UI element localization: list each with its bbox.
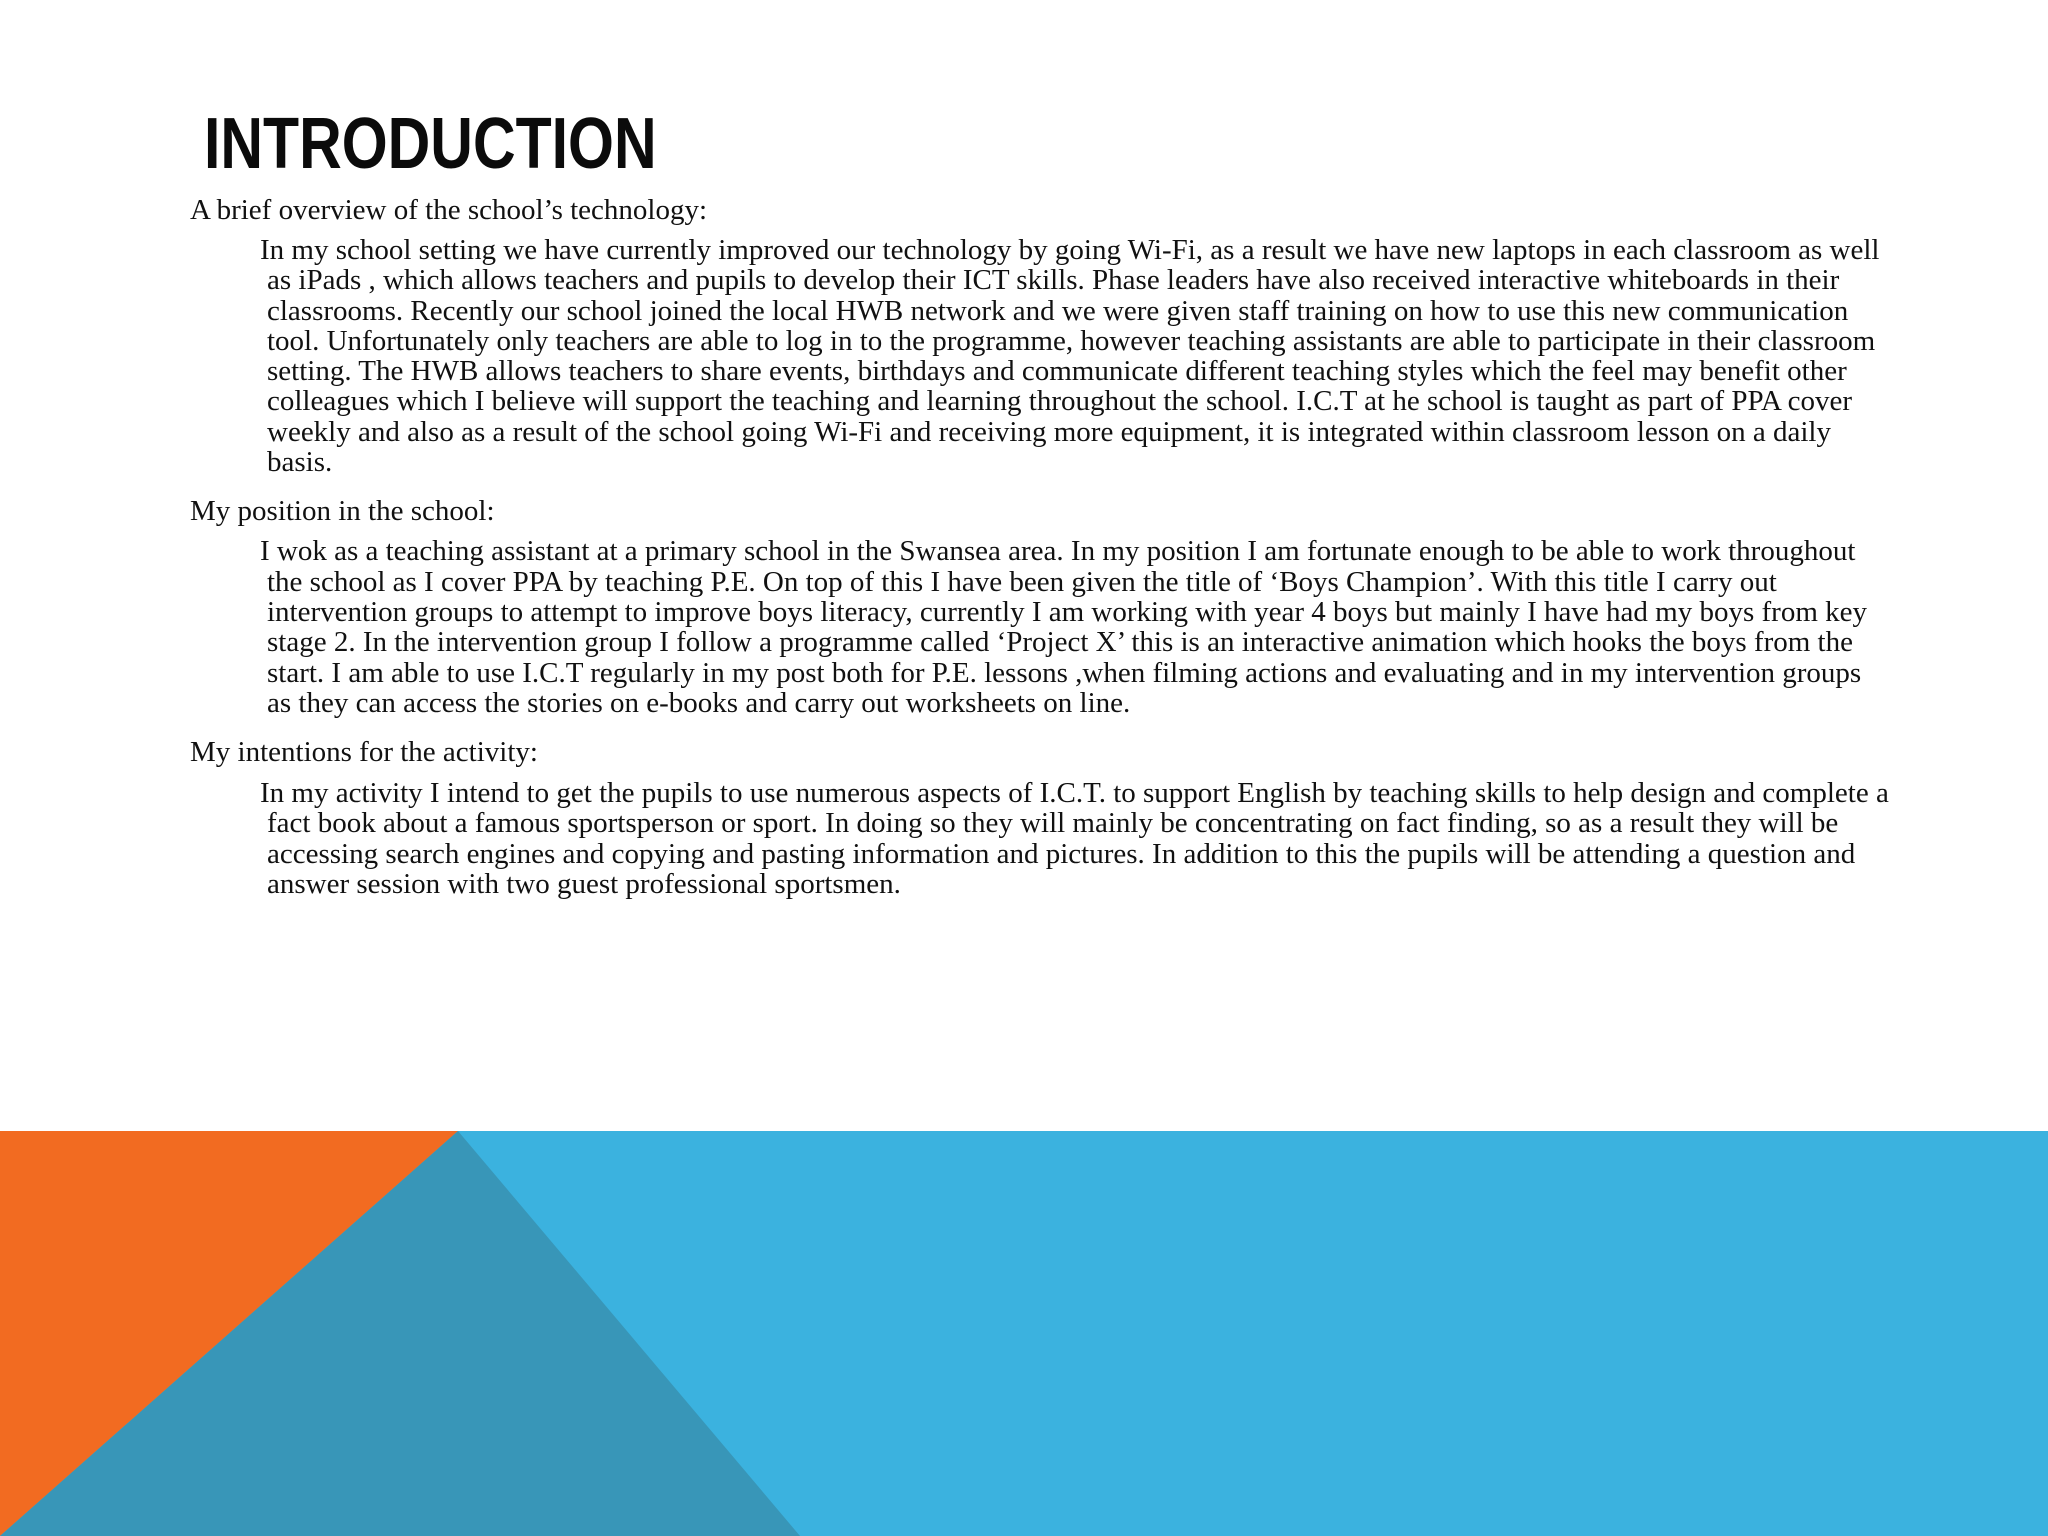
position-paragraph: I wok as a teaching assistant at a primary school in the Swansea area. In my position I am fortunate enough to be able to work throughout the school as I cover PPA by teaching P.E. On top of this I have been given the title of ‘Boys Champion’. With this title I carry out intervention groups to attempt to improve boys literacy, currently I am working with year 4 boys but mainly I have had my boys from key stage 2. In the intervention group I follow a programme called ‘Project X’ this is an interactive animation which hooks the boys from the start. I am able to use I.C.T regularly in my post both for P.E. lessons ,when filming actions and evaluating and in my intervention groups as they can access the stories on e-books and carry out worksheets on line.	[260, 535, 1868, 719]
technology-heading: A brief overview of the school’s technology:	[190, 194, 708, 226]
slide-title: INTRODUCTION	[204, 104, 657, 184]
slide-body	[190, 194, 1890, 899]
decorative-banner	[0, 1131, 2048, 1536]
technology-paragraph: In my school setting we have currently improved our technology by going Wi-Fi, as a result we have new laptops in each classroom as well as iPads , which allows teachers and pupils to develop their ICT skills. Phase leaders have also received interactive whiteboards in their classrooms. Recently our school joined the local HWB network and we were given staff training on how to use this new communication tool. Unfortunately only teachers are able to log in to the programme, however teaching assistants are able to participate in their classroom setting. The HWB allows teachers to share events, birthdays and communicate different teaching styles which the feel may benefit other colleagues which I believe will support the teaching and learning throughout the school. I.C.T at he school is taught as part of PPA cover weekly and also as a result of the school going Wi-Fi and receiving more equipment, it is integrated within classroom lesson on a daily basis.	[260, 234, 1880, 479]
intentions-paragraph: In my activity I intend to get the pupils to use numerous aspects of I.C.T. to support English by teaching skills to help design and complete a fact book about a famous sportsperson or sport. In doing so they will mainly be concentrating on fact finding, so as a result they will be accessing search engines and copying and pasting information and pictures. In addition to this the pupils will be attending a question and answer session with two guest professional sportsmen.	[260, 777, 1889, 901]
position-heading: My position in the school:	[190, 495, 495, 528]
intentions-heading: My intentions for the activity:	[190, 736, 538, 769]
